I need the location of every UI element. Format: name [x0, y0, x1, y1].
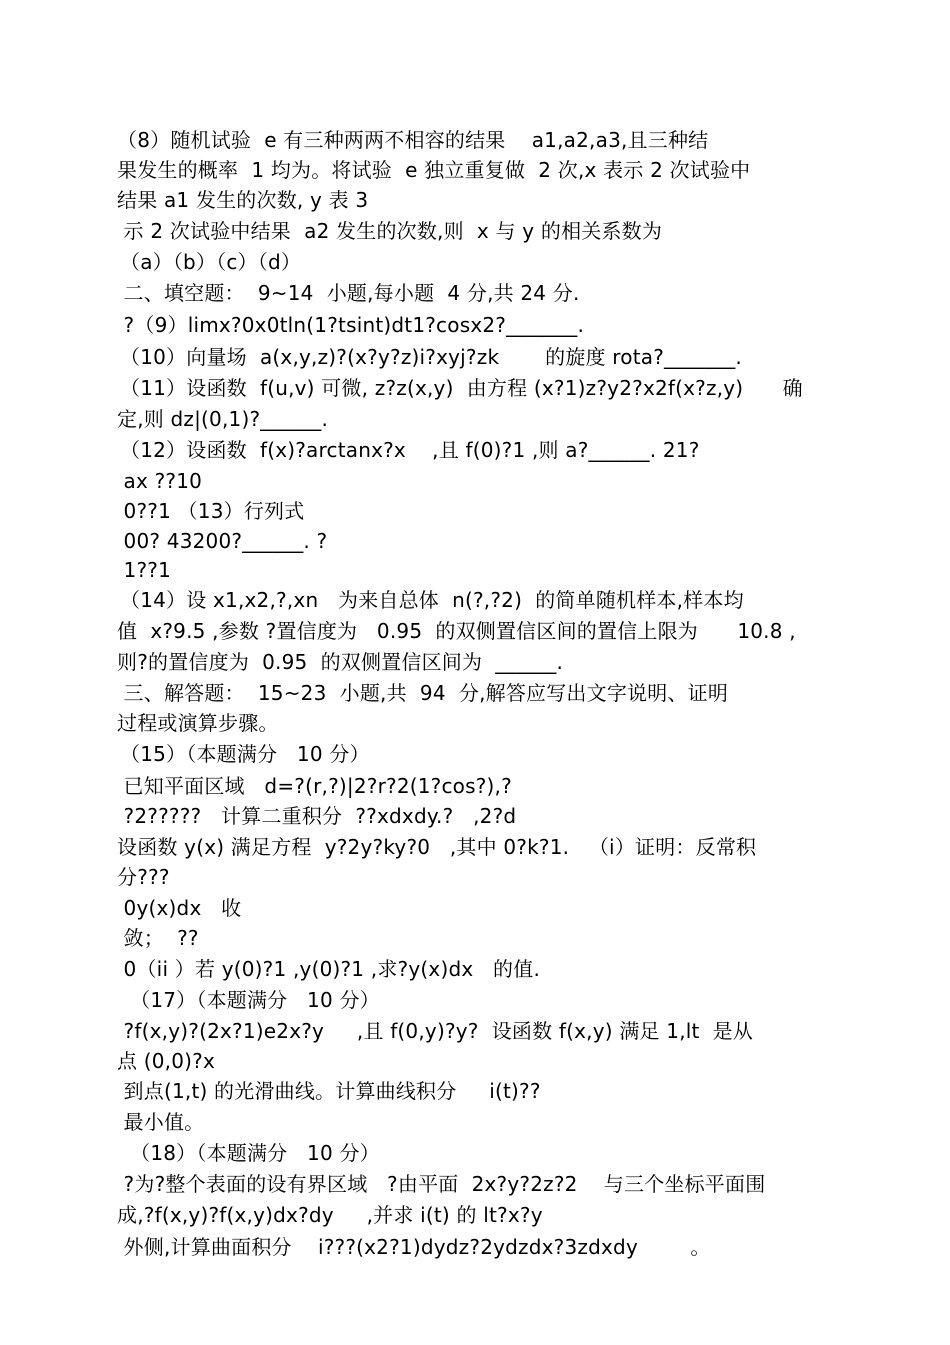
- text-line: （8）随机试验 e 有三种两两不相容的结果 a1,a2,a3,且三种结: [117, 128, 709, 152]
- text-line: 成,?f(x,y)?f(x,y)dx?dy ,并求 i(t) 的 lt?x?y: [117, 1203, 543, 1227]
- text-line: 0y(x)dx 收: [117, 896, 242, 920]
- problem-heading: （17）（本题满分 10 分）: [117, 988, 380, 1012]
- text-line: （14）设 x1,x2,?,xn 为来自总体 n(?,?2) 的简单随机样本,样本均: [120, 588, 744, 612]
- text-line: （10）向量场 a(x,y,z)?(x?y?z)i?xyj?zk 的旋度 rota?_______.: [120, 345, 742, 369]
- text-line: 则?的置信度为 0.95 的双侧置信区间为 ______.: [117, 650, 564, 674]
- text-line: 值 x?9.5 ,参数 ?置信度为 0.95 的双侧置信区间的置信上限为 10.8 ,: [117, 619, 796, 643]
- text-line: 定,则 dz|(0,1)?______.: [117, 407, 329, 431]
- text-line: 1??1: [117, 558, 172, 582]
- text-line: 已知平面区域 d=?(r,?)|2?r?2(1?cos?),?: [117, 774, 512, 798]
- text-line: 分???: [117, 865, 170, 889]
- text-line: （a）（b）（c）（d）: [120, 250, 302, 274]
- section-heading: 二、填空题： 9~14 小题,每小题 4 分,共 24 分.: [117, 281, 580, 305]
- text-line: 过程或演算步骤。: [117, 711, 279, 735]
- text-line: 0??1 （13）行列式: [117, 499, 305, 523]
- text-line: ?2????? 计算二重积分 ??xdxdy.? ,2?d: [117, 804, 517, 828]
- problem-heading: （18）（本题满分 10 分）: [117, 1141, 380, 1165]
- text-line: 最小值。: [117, 1110, 205, 1134]
- text-line: 果发生的概率 1 均为。将试验 e 独立重复做 2 次,x 表示 2 次试验中: [117, 158, 751, 182]
- text-line: ax ??10: [117, 469, 203, 493]
- text-line: （11）设函数 f(u,v) 可微, z?z(x,y) 由方程 (x?1)z?y2?x2f(x?z,y) 确: [120, 376, 803, 400]
- text-line: 设函数 y(x) 满足方程 y?2y?ky?0 ,其中 0?k?1. （i）证明：反常积: [117, 835, 757, 859]
- section-heading: 三、解答题： 15~23 小题,共 94 分,解答应写出文字说明、证明: [117, 681, 729, 705]
- text-line: ?f(x,y)?(2x?1)e2x?y ,且 f(0,y)?y? 设函数 f(x,y) 满足 1,lt 是从: [117, 1019, 754, 1043]
- text-line: 0（ii ）若 y(0)?1 ,y(0)?1 ,求?y(x)dx 的值.: [117, 957, 541, 981]
- problem-heading: （15）（本题满分 10 分）: [120, 742, 370, 766]
- text-line: 结果 a1 发生的次数, y 表 3: [117, 188, 369, 212]
- text-line: 示 2 次试验中结果 a2 发生的次数,则 x 与 y 的相关系数为: [117, 219, 663, 243]
- text-line: 到点(1,t) 的光滑曲线。计算曲线积分 i(t)??: [117, 1079, 541, 1103]
- text-line: 敛； ??: [117, 926, 199, 950]
- text-line: （12）设函数 f(x)?arctanx?x ,且 f(0)?1 ,则 a?______. 21?: [120, 438, 700, 462]
- text-line: 点 (0,0)?x: [117, 1049, 216, 1073]
- text-line: ?（9）limx?0x0tln(1?tsint)dt1?cosx2?_______.: [117, 313, 585, 337]
- text-line: 外侧,计算曲面积分 i???(x2?1)dydz?2ydzdx?3zdxdy 。: [117, 1235, 711, 1259]
- text-line: 00? 43200?______. ?: [117, 529, 328, 553]
- text-line: ?为?整个表面的设有界区域 ?由平面 2x?y?2z?2 与三个坐标平面围: [117, 1172, 766, 1196]
